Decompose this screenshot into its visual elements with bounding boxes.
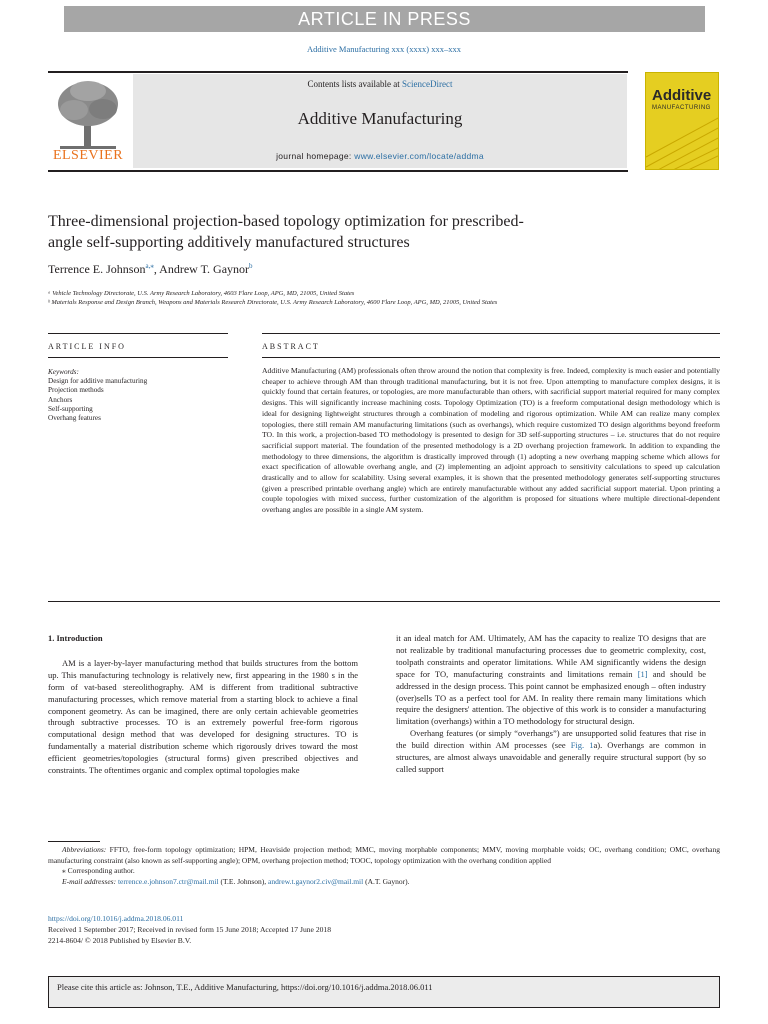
body-column-right bbox=[396, 633, 706, 776]
header-bottom-rule bbox=[48, 170, 628, 172]
journal-cover-thumbnail[interactable] bbox=[645, 72, 719, 170]
keyword-item: Projection methods bbox=[48, 386, 104, 395]
introduction-heading: 1. Introduction bbox=[48, 633, 103, 643]
article-title-line-1: Three-dimensional projection-based topology optimization for prescribed- bbox=[48, 213, 524, 230]
article-in-press-banner: ARTICLE IN PRESS bbox=[64, 6, 705, 32]
intro-paragraph-2 bbox=[396, 633, 706, 728]
intro-p3-text: Overhang features (or simply “overhangs”) are unsupported solid features that rise in the build direction within AM processes (see bbox=[396, 728, 706, 751]
corresponding-author-note: ⁎ Corresponding author. bbox=[62, 866, 135, 876]
homepage-link[interactable]: www.elsevier.com/locate/addma bbox=[354, 151, 484, 161]
intro-p2-text: and should be addressed in the design process. This point cannot be emphasized enough – often industry (over)sells TO as a perfect tool for AM. In reality there remain many limitations which require the designers' attention. The objective of this work is to consider a manufacturing limitation (overhangs) within a TO methodology for structural design. bbox=[396, 668, 706, 727]
abstract-heading: ABSTRACT bbox=[262, 342, 320, 351]
article-info-top-rule bbox=[48, 333, 228, 334]
abstract-top-rule bbox=[262, 333, 720, 334]
intro-paragraph-1: AM is a layer-by-layer manufacturing method that builds structures from the bottom up. This manufacturing technology is relatively new, first appearing in the 1980 s in the form of vat-based stereolithography. AM is different from traditional subtractive manufacturing processes, which remove material from a starting block to achieve a final component geometry. As can be imagined, there are only certain achievable geometries through subtractive processes. TO is an extremely powerful free-form rigorous computational design method that was developed for designing structures. TO is fundamentally a material distribution scheme which rigorously drives toward the most efficient geometries/topologies (structural forms) given prescribed objectives and constraints. The oftentimes organic and complex optimal topologies make bbox=[48, 657, 358, 776]
header-top-rule bbox=[48, 71, 628, 73]
email-owner: (A.T. Gaynor). bbox=[363, 876, 410, 886]
email-owner: (T.E. Johnson), bbox=[218, 876, 269, 886]
footnotes bbox=[48, 845, 720, 887]
copyright-line: 2214-8604/ © 2018 Published by Elsevier B.V. bbox=[48, 935, 192, 945]
keyword-item: Self-supporting bbox=[48, 404, 93, 413]
abstract-divider bbox=[262, 357, 720, 358]
affiliation-a: ᵃ Vehicle Technology Directorate, U.S. Army Research Laboratory, 4603 Flare Loop, APG, MD, 21005, United States bbox=[48, 290, 355, 297]
doi-link[interactable]: https://doi.org/10.1016/j.addma.2018.06.011 bbox=[48, 914, 184, 923]
keywords-list bbox=[48, 368, 228, 423]
author-affiliation-marker[interactable]: b bbox=[249, 262, 253, 270]
abbreviations-label: Abbreviations: bbox=[62, 845, 107, 854]
abstract-text: Additive Manufacturing (AM) professionals often throw around the notion that complexity is free. Indeed, complexity is much easier and potentially cheaper to achieve through AM than through traditional manufacturing, but it is not free. Upon attempting to manufacture complex designs, it is quickly found that certain features, or topologies, are more manufacturable than others, with sacrificial support material required for many complex designs. This will significantly increase machining costs. Topology Optimization (TO) is a freeform computational design methodology which is ideal for designing lightweight structures through a combination of modeling and rigorous optimization. While AM can realize many complex topologies, there still remain AM manufacturing limitations (such as overhangs), which require customized TO design algorithms beyond freeform TO. In this work, a projection-based TO methodology is presented to design for 3D self-supporting structures – i.e. structures that do not require sacrificial support material. The foundation of the presented methodology is a 2D overhang projection framework. In addition to expanding the methodology to three dimensions, the algorithm is drastically improved through (1) adopting a new overhang mapping scheme which allows for exact specification of allowable overhang angle, and (2) implementing an adjoint approach to sensitivity calculations to speed up calculation drastically and to allow for scalability. Using several examples, it is shown that the presented methodology generates self-supporting structures (given a prescribed printable overhang angle) which are entirely manufacturable without any added sacrificial support material. Upon printing a couple topologies with mixed success, further customization of the algorithm is proposed for situations where multiple directional-dependent overhang angles are possible in a single AM system. bbox=[262, 366, 720, 515]
sciencedirect-link[interactable]: ScienceDirect bbox=[402, 79, 453, 89]
cover-graphic-icon bbox=[646, 117, 719, 170]
email-link[interactable]: terrence.e.johnson7.ctr@mail.mil bbox=[117, 876, 219, 886]
email-link[interactable]: andrew.t.gaynor2.civ@mail.mil bbox=[268, 876, 364, 886]
keyword-item: Design for additive manufacturing bbox=[48, 377, 148, 386]
author-separator: , bbox=[153, 262, 160, 276]
email-footnote bbox=[48, 877, 720, 888]
intro-paragraph-3 bbox=[396, 728, 706, 776]
keywords-heading: Keywords: bbox=[48, 368, 79, 376]
contents-prefix: Contents lists available at bbox=[307, 79, 402, 89]
publication-info bbox=[48, 914, 331, 946]
figure-link[interactable]: Fig. 1 bbox=[570, 740, 594, 751]
citation-box: Please cite this article as: Johnson, T.E., Additive Manufacturing, https://doi.org/10.1016/j.addma.2018.06.011 bbox=[48, 976, 720, 1008]
affiliation-b: ᵇ Materials Response and Design Branch, Weapons and Materials Research Directorate, U.S. Army Research Laboratory, 4600 Flare Loop, APG, MD, 21005, United States bbox=[48, 299, 498, 306]
abstract-bottom-rule bbox=[48, 601, 720, 602]
keyword-item: Anchors bbox=[48, 395, 73, 404]
author-list bbox=[48, 262, 253, 277]
elsevier-wordmark: ELSEVIER bbox=[52, 148, 124, 163]
reference-link[interactable]: [1] bbox=[637, 668, 648, 679]
journal-homepage-line bbox=[133, 151, 627, 161]
cover-title: Additive bbox=[652, 87, 712, 104]
footnote-rule bbox=[48, 841, 100, 842]
intro-p3-text: a). Overhangs are common in structures, are almost always unavoidable and generally require structural support (by so called support bbox=[396, 740, 706, 774]
article-title bbox=[48, 211, 648, 253]
journal-reference-link[interactable]: Additive Manufacturing xxx (xxxx) xxx–xxx bbox=[307, 44, 461, 54]
contents-line bbox=[133, 79, 627, 89]
email-label: E-mail addresses: bbox=[62, 876, 117, 886]
author-affiliation-marker[interactable]: a,⁎ bbox=[145, 262, 154, 270]
received-dates: Received 1 September 2017; Received in revised form 15 June 2018; Accepted 17 June 2018 bbox=[48, 924, 332, 934]
cover-subtitle: MANUFACTURING bbox=[652, 105, 711, 111]
article-title-line-2: angle self-supporting additively manufactured structures bbox=[48, 234, 410, 251]
author-name[interactable]: Andrew T. Gaynor bbox=[159, 262, 250, 276]
article-info-heading: ARTICLE INFO bbox=[48, 342, 126, 351]
intro-p2-text: it an ideal match for AM. Ultimately, AM has the capacity to realize TO designs that are not realizable by traditional manufacturing processes due to geometric complexity, cost, toolpath constraints and operator limitations. While AM significantly widens the design space for TO, manufacturing constraints and limitations remain bbox=[396, 633, 706, 679]
author-name[interactable]: Terrence E. Johnson bbox=[48, 262, 146, 276]
journal-title: Additive Manufacturing bbox=[297, 109, 463, 128]
article-info-divider bbox=[48, 357, 228, 358]
homepage-prefix: journal homepage: bbox=[276, 151, 355, 161]
abbreviations-footnote bbox=[48, 845, 720, 866]
keyword-item: Overhang features bbox=[48, 414, 101, 423]
abbreviations-text: FFTO, free-form topology optimization; HPM, Heaviside projection method; MMC, moving morphable components; MMV, moving morphable voids; OC, overhang condition; OMC, overhang manufacturing constraint (also known as self-supporting angle); OPM, overhang projection method; TOOC, topology optimization with the overhang condition applied bbox=[48, 845, 720, 865]
body-column-left bbox=[48, 633, 358, 777]
